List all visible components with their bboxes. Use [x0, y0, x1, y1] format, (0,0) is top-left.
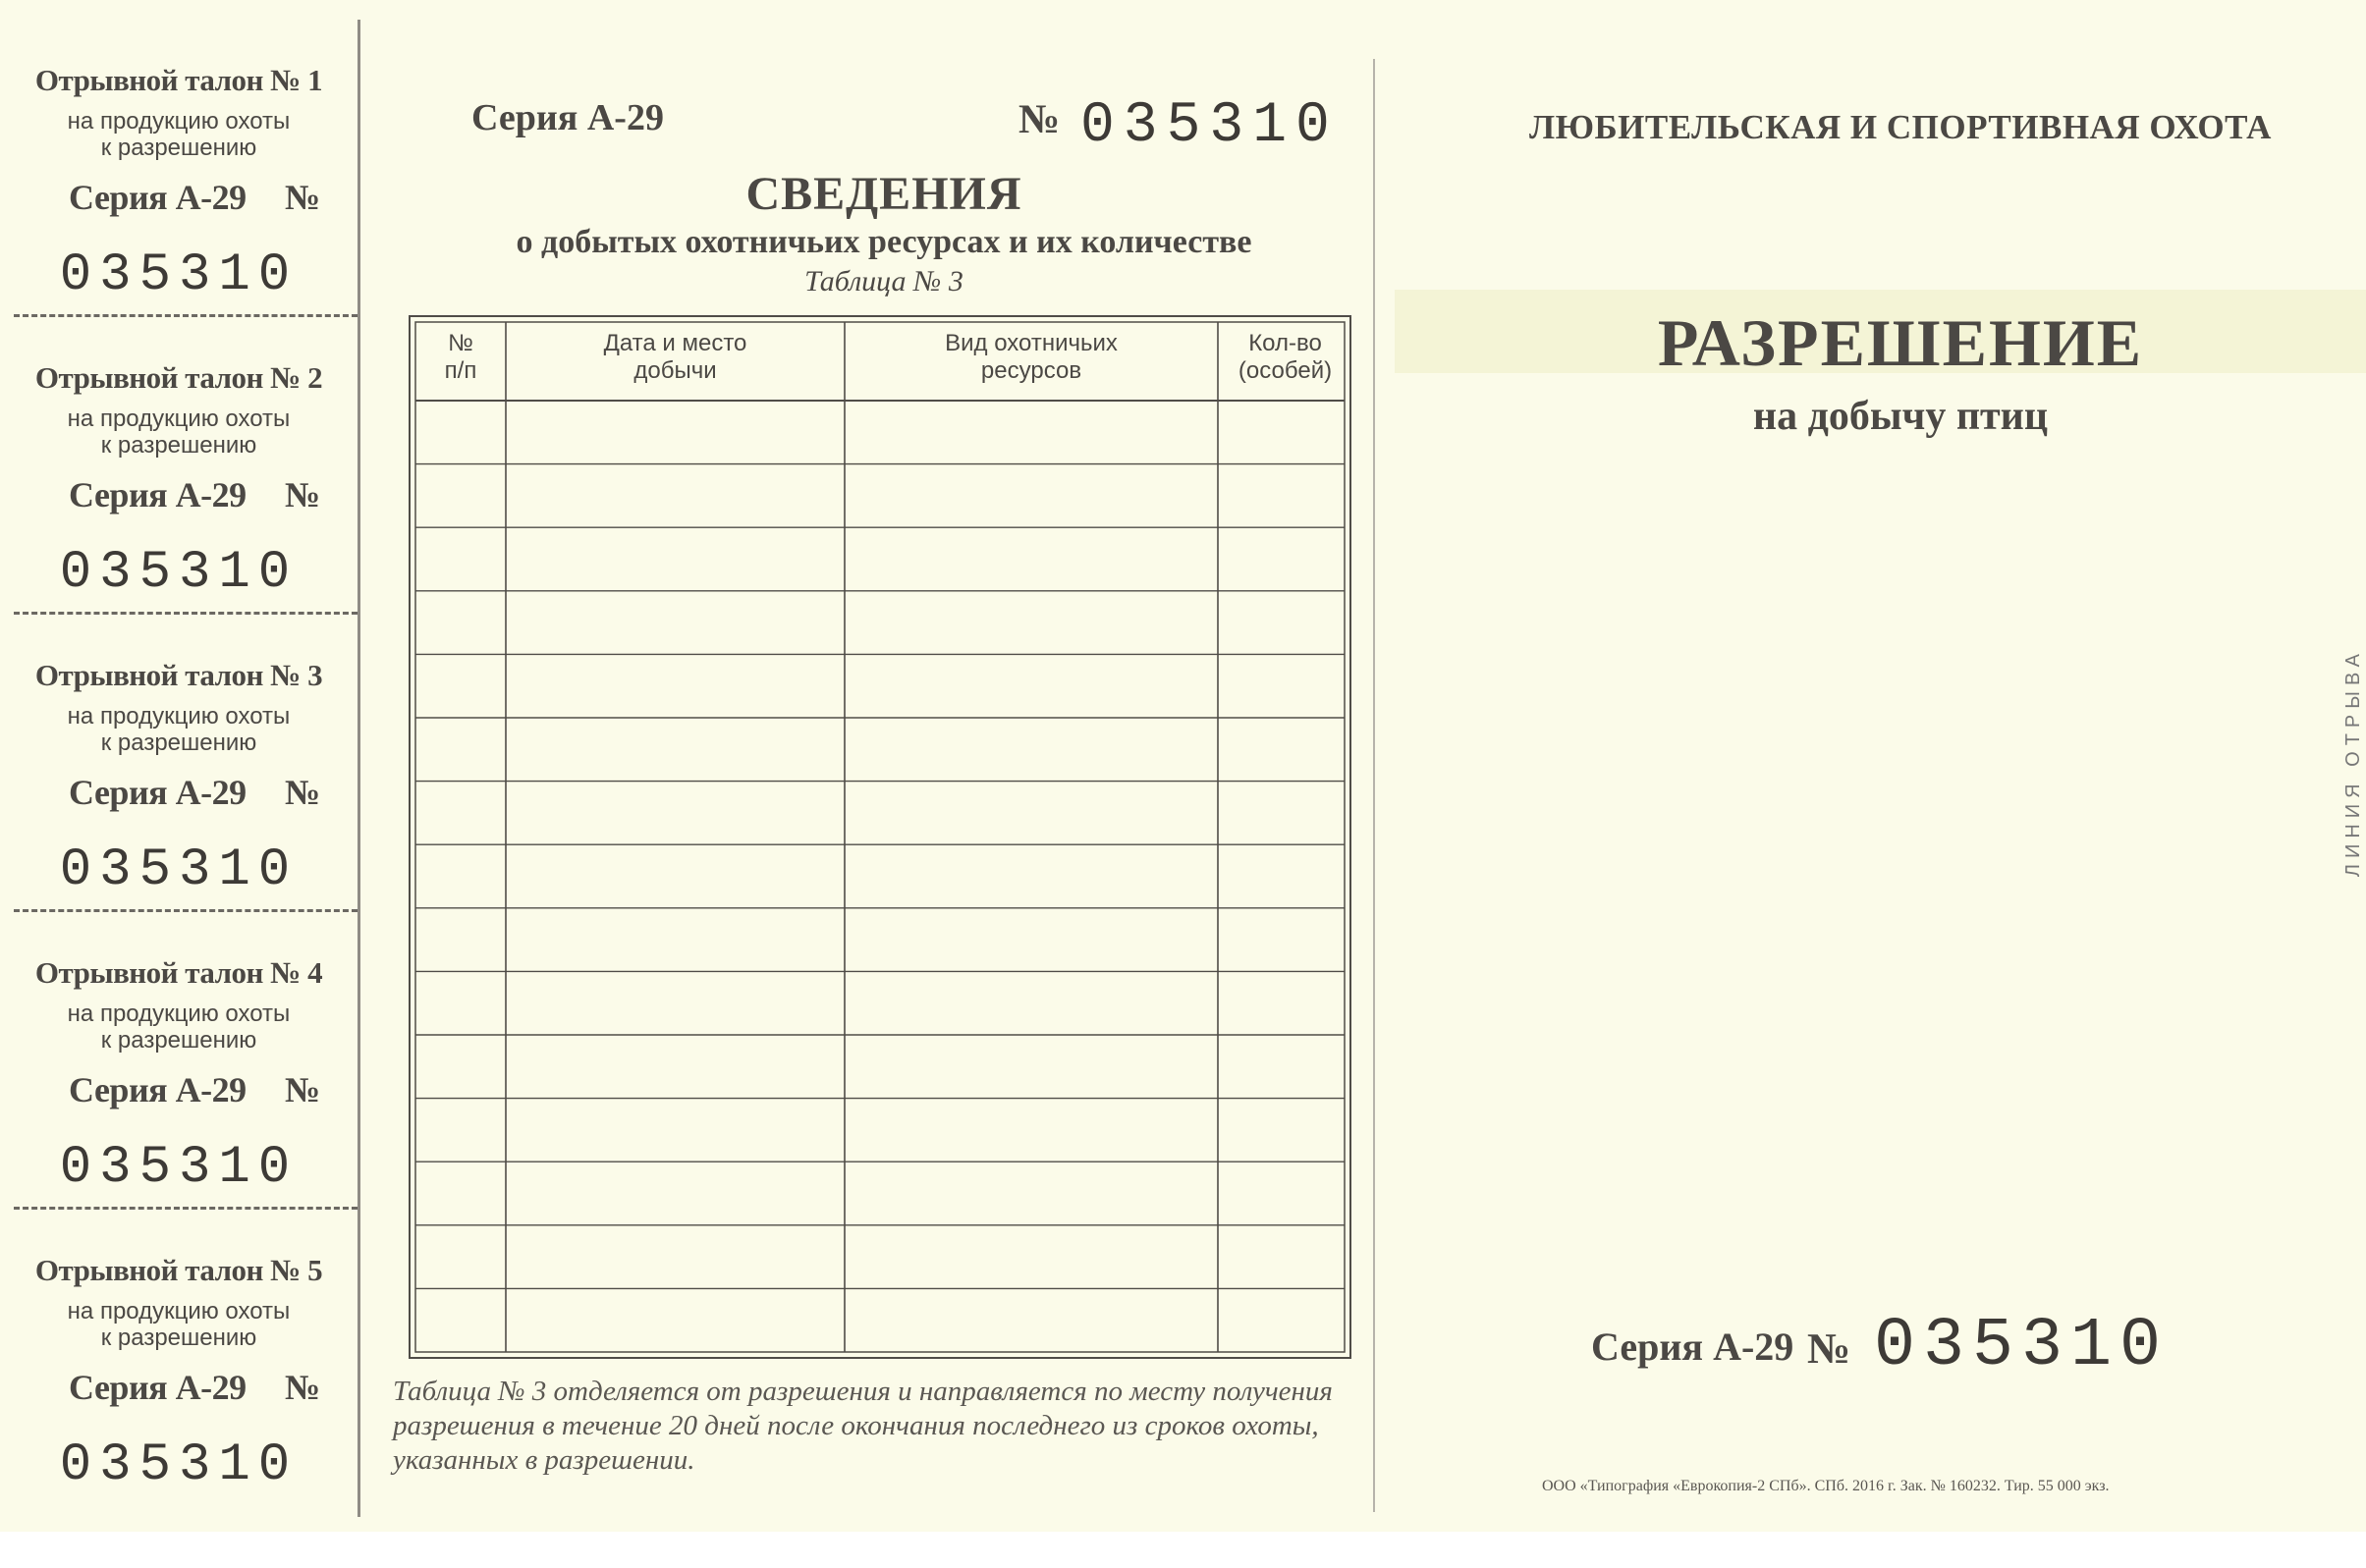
column-header-species: Вид охотничьих ресурсов [945, 330, 1118, 384]
stub-line1: на продукцию охоты [67, 703, 291, 730]
table-label: Таблица № 3 [804, 265, 963, 297]
stub-ticket-1[interactable] [0, 20, 358, 317]
stub-title: Отрывной талон № 1 [34, 63, 323, 97]
stub-series: Серия А-29 [69, 475, 247, 514]
stub-number: 035310 [59, 245, 299, 305]
stub-series: Серия А-29 [69, 1368, 247, 1407]
cover-serial-number: 035310 [1874, 1308, 2170, 1385]
stub-line1: на продукцию охоты [67, 1000, 291, 1027]
stub-number: 035310 [59, 1138, 299, 1198]
stub-line2: к разрешению [100, 432, 257, 459]
cover-title: РАЗРЕШЕНИЕ [1657, 305, 2144, 380]
page-fold-line [1373, 59, 1375, 1512]
stub-number: 035310 [59, 840, 299, 900]
number-sign: № [1018, 97, 1061, 142]
stub-line1: на продукцию охоты [67, 1298, 291, 1325]
stub-line2: к разрешению [100, 135, 257, 161]
column-header-count: Кол-во (особей) [1238, 330, 1333, 384]
stub-line1: на продукцию охоты [67, 108, 291, 135]
column-header-date-place: Дата и место добычи [603, 330, 747, 384]
serial-number: 035310 [1080, 94, 1339, 158]
stub-title: Отрывной талон № 3 [34, 658, 323, 692]
table-grid [408, 314, 1352, 1360]
stub-ticket-4[interactable] [0, 912, 358, 1210]
stub-column [0, 0, 363, 1517]
stub-title: Отрывной талон № 5 [34, 1253, 323, 1287]
catch-record-page [373, 29, 1395, 1517]
cover-subtitle: на добычу птиц [1752, 394, 2049, 439]
page-heading: СВЕДЕНИЯ [745, 168, 1022, 220]
stub-title: Отрывной талон № 4 [34, 955, 323, 990]
stub-line2: к разрешению [100, 1027, 257, 1054]
stub-number: 035310 [59, 543, 299, 603]
column-header-number: № п/п [444, 330, 477, 384]
stub-line2: к разрешению [100, 730, 257, 756]
stub-line1: на продукцию охоты [67, 406, 291, 432]
stub-ticket-5[interactable] [0, 1210, 358, 1507]
stub-ticket-3[interactable] [0, 615, 358, 912]
table-outer-border [410, 316, 1350, 1358]
page-subheading: о добытых охотничьих ресурсах и их количестве [516, 224, 1252, 260]
cover-header: ЛЮБИТЕЛЬСКАЯ И СПОРТИВНАЯ ОХОТА [1529, 108, 2272, 146]
table-note: Таблица № 3 отделяется от разрешения и направляется по месту получения разрешения в течение 20 дней после окончания последнего из сроков охоты, указанных в разрешении. [393, 1376, 1333, 1476]
stub-no-sign: № [285, 1368, 321, 1407]
stub-no-sign: № [285, 475, 321, 514]
stub-series: Серия А-29 [69, 773, 247, 812]
stub-no-sign: № [285, 1070, 321, 1109]
stub-no-sign: № [285, 178, 321, 217]
permit-cover-page [1395, 0, 2366, 1532]
stub-series: Серия А-29 [69, 178, 247, 217]
catch-table [408, 314, 1352, 1360]
stub-ticket-2[interactable] [0, 317, 358, 615]
cover-number-sign: № [1807, 1325, 1851, 1373]
series-label: Серия А-29 [471, 97, 664, 138]
stub-line2: к разрешению [100, 1325, 257, 1351]
stub-title: Отрывной талон № 2 [34, 360, 323, 395]
tear-line-label: ЛИНИЯ ОТРЫВА [2342, 648, 2364, 878]
table-inner-border [415, 322, 1345, 1352]
printer-imprint: ООО «Типография «Еврокопия-2 СПб». СПб. 2016 г. Зак. № 160232. Тир. 55 000 экз. [1542, 1478, 2110, 1494]
stub-no-sign: № [285, 773, 321, 812]
stub-number: 035310 [59, 1435, 299, 1495]
cover-series: Серия А-29 [1591, 1325, 1794, 1369]
stub-tear-edge [358, 20, 360, 1517]
stub-series: Серия А-29 [69, 1070, 247, 1109]
